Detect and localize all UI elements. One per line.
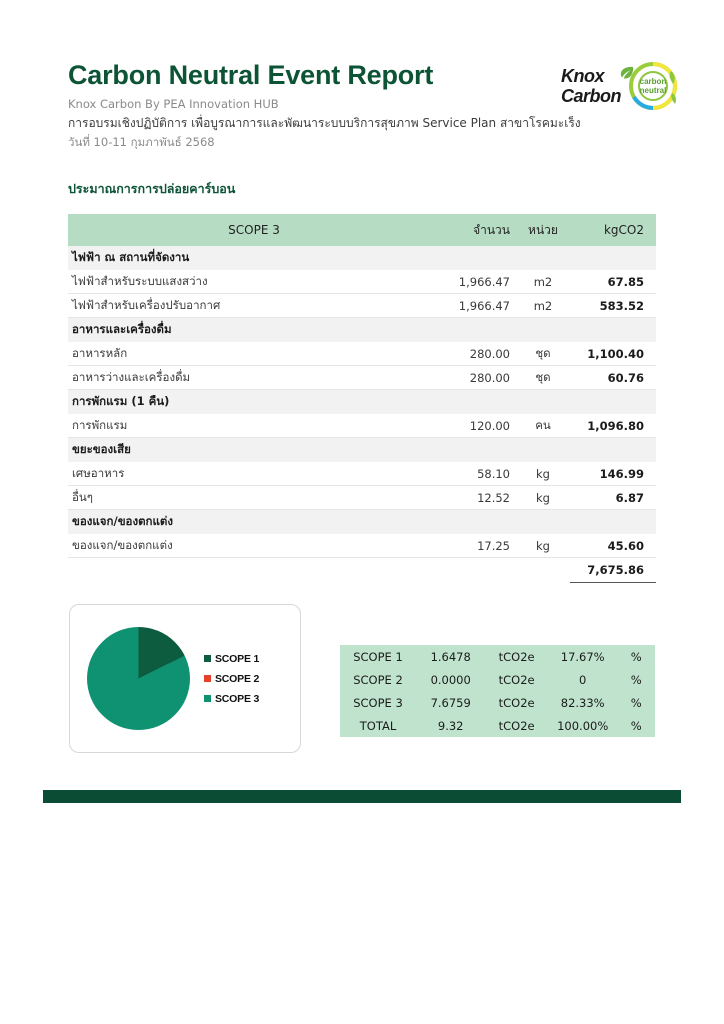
legend-swatch-scope-1 xyxy=(204,655,211,662)
row-kgco2: 583.52 xyxy=(570,294,656,318)
svg-text:neutral: neutral xyxy=(639,86,667,95)
row-quantity: 1,966.47 xyxy=(440,294,516,318)
header-subtitle-event: การอบรมเชิงปฏิบัติการ เพื่อบูรณาการและพัฒนาระบบบริการสุขภาพ Service Plan สาขาโรคมะเร็ง xyxy=(68,116,581,130)
footer-accent-bar xyxy=(43,790,681,803)
summary-value: 7.6759 xyxy=(430,695,471,710)
table-category-row xyxy=(68,438,656,463)
table-category-row xyxy=(68,390,656,415)
header-subtitle-org: Knox Carbon By PEA Innovation HUB xyxy=(68,97,279,111)
legend-item-scope-3 xyxy=(204,693,259,705)
emissions-table-body xyxy=(68,246,656,583)
logo-text-carbon: Carbon xyxy=(561,86,621,106)
emissions-table-head xyxy=(68,214,656,246)
summary-value: 0.0000 xyxy=(430,672,471,687)
column-header-quantity: จำนวน xyxy=(440,214,516,246)
column-header-scope: SCOPE 3 xyxy=(68,214,440,246)
legend-swatch-scope-2 xyxy=(204,675,211,682)
carbon-neutral-badge-icon xyxy=(626,59,680,113)
summary-unit: tCO2e xyxy=(498,649,535,664)
summary-label: SCOPE 3 xyxy=(353,695,403,710)
row-item-name: อาหารว่างและเครื่องดื่ม xyxy=(68,366,440,390)
brand-logo xyxy=(510,58,680,114)
scope-pie-chart-card xyxy=(69,604,301,753)
legend-label-scope-3: SCOPE 3 xyxy=(215,692,260,705)
legend-label-scope-1: SCOPE 1 xyxy=(215,652,260,665)
row-item-name: เศษอาหาร xyxy=(68,462,440,486)
header-subtitle-date: วันที่ 10-11 กุมภาพันธ์ 2568 xyxy=(68,135,215,149)
row-unit: ชุด xyxy=(516,366,570,390)
page-title: Carbon Neutral Event Report xyxy=(68,60,434,90)
logo-text-knox: Knox xyxy=(561,66,604,86)
row-item-name: ไฟฟ้าสำหรับระบบแสงสว่าง xyxy=(68,270,440,294)
emissions-table xyxy=(68,214,656,583)
table-row xyxy=(68,534,656,558)
summary-unit: tCO2e xyxy=(498,695,535,710)
category-label: ขยะของเสีย xyxy=(68,438,656,463)
row-kgco2: 60.76 xyxy=(570,366,656,390)
summary-label: TOTAL xyxy=(359,718,397,733)
summary-percent: 17.67% xyxy=(560,649,605,664)
scope-summary-table xyxy=(340,645,655,737)
row-unit: kg xyxy=(516,486,570,510)
column-header-unit: หน่วย xyxy=(516,214,570,246)
summary-percent: 0 xyxy=(579,672,587,687)
knox-carbon-wordmark xyxy=(561,67,621,105)
summary-unit: tCO2e xyxy=(498,718,535,733)
total-kgco2: 7,675.86 xyxy=(570,558,656,583)
category-label: ของแจก/ของตกแต่ง xyxy=(68,510,656,535)
category-label: ไฟฟ้า ณ สถานที่จัดงาน xyxy=(68,246,656,270)
svg-text:carbon: carbon xyxy=(639,77,667,86)
row-kgco2: 146.99 xyxy=(570,462,656,486)
row-quantity: 17.25 xyxy=(440,534,516,558)
pie-chart-legend xyxy=(204,653,259,705)
row-unit: m2 xyxy=(516,270,570,294)
table-category-row xyxy=(68,510,656,535)
summary-row-scope-2 xyxy=(340,668,655,691)
row-unit: คน xyxy=(516,414,570,438)
row-unit: m2 xyxy=(516,294,570,318)
legend-item-scope-1 xyxy=(204,653,259,665)
summary-row-total xyxy=(340,714,655,737)
row-kgco2: 1,096.80 xyxy=(570,414,656,438)
summary-row-scope-1 xyxy=(340,645,655,668)
summary-row-scope-3 xyxy=(340,691,655,714)
row-quantity: 120.00 xyxy=(440,414,516,438)
row-item-name: อื่นๆ xyxy=(68,486,440,510)
row-kgco2: 67.85 xyxy=(570,270,656,294)
legend-item-scope-2 xyxy=(204,673,259,685)
table-row xyxy=(68,366,656,390)
row-item-name: อาหารหลัก xyxy=(68,342,440,366)
column-header-kgco2: kgCO2 xyxy=(570,214,656,246)
table-row xyxy=(68,414,656,438)
table-category-row xyxy=(68,246,656,270)
table-header-row xyxy=(68,214,656,246)
table-row xyxy=(68,462,656,486)
row-unit: kg xyxy=(516,462,570,486)
summary-label: SCOPE 1 xyxy=(353,649,403,664)
row-quantity: 280.00 xyxy=(440,342,516,366)
summary-percent: 100.00% xyxy=(557,718,609,733)
row-kgco2: 6.87 xyxy=(570,486,656,510)
summary-percent-symbol: % xyxy=(630,695,642,710)
pie-chart xyxy=(87,627,190,730)
table-category-row xyxy=(68,318,656,343)
summary-unit: tCO2e xyxy=(498,672,535,687)
table-row xyxy=(68,342,656,366)
summary-value: 1.6478 xyxy=(430,649,471,664)
legend-swatch-scope-3 xyxy=(204,695,211,702)
row-item-name: การพักแรม xyxy=(68,414,440,438)
summary-percent-symbol: % xyxy=(630,718,642,733)
category-label: อาหารและเครื่องดื่ม xyxy=(68,318,656,343)
table-row xyxy=(68,294,656,318)
row-item-name: ของแจก/ของตกแต่ง xyxy=(68,534,440,558)
table-row xyxy=(68,486,656,510)
table-total-row xyxy=(68,558,656,583)
row-kgco2: 1,100.40 xyxy=(570,342,656,366)
summary-label: SCOPE 2 xyxy=(353,672,403,687)
row-item-name: ไฟฟ้าสำหรับเครื่องปรับอากาศ xyxy=(68,294,440,318)
legend-label-scope-2: SCOPE 2 xyxy=(215,672,260,685)
summary-percent-symbol: % xyxy=(630,649,642,664)
category-label: การพักแรม (1 คืน) xyxy=(68,390,656,415)
row-quantity: 12.52 xyxy=(440,486,516,510)
row-quantity: 58.10 xyxy=(440,462,516,486)
summary-percent-symbol: % xyxy=(630,672,642,687)
table-row xyxy=(68,270,656,294)
summary-value: 9.32 xyxy=(437,718,464,733)
row-quantity: 1,966.47 xyxy=(440,270,516,294)
summary-percent: 82.33% xyxy=(560,695,605,710)
row-unit: ชุด xyxy=(516,342,570,366)
section-heading-emissions: ประมาณการการปล่อยคาร์บอน xyxy=(68,181,236,196)
row-quantity: 280.00 xyxy=(440,366,516,390)
row-unit: kg xyxy=(516,534,570,558)
row-kgco2: 45.60 xyxy=(570,534,656,558)
